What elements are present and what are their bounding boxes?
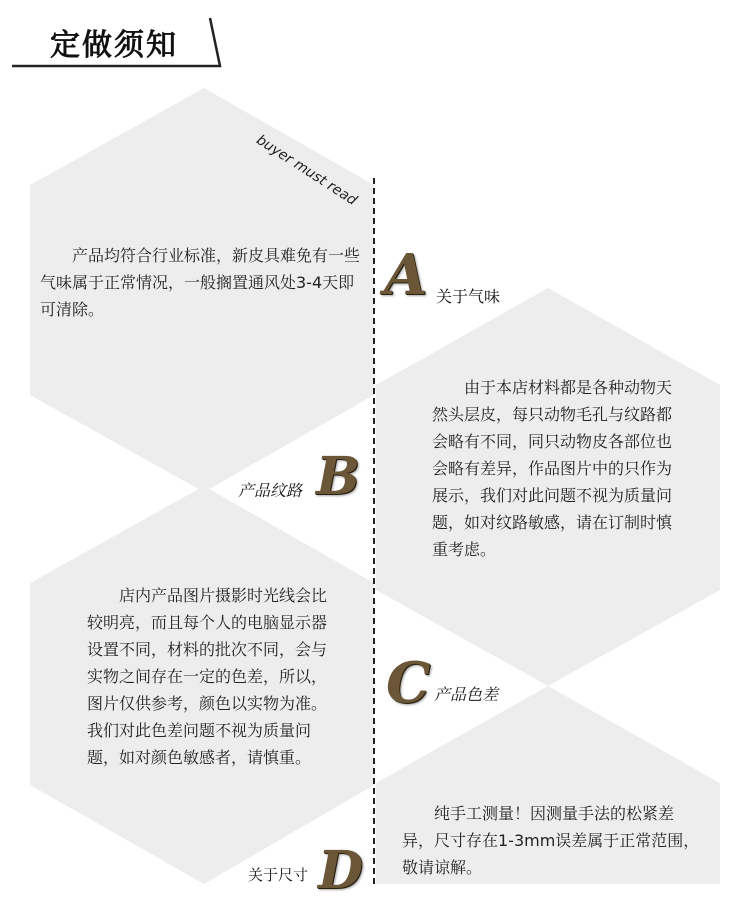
page-title: 定做须知 <box>50 28 178 63</box>
dashed-divider <box>373 178 375 884</box>
subtitle: buyer must read <box>253 132 360 209</box>
section-c-label: 产品色差 <box>434 685 499 704</box>
section-c-text: 店内产品图片摄影时光线会比较明亮，而且每个人的电脑显示器设置不同，材料的批次不同，会与实物之间存在一定的色差，所以，图片仅供参考，颜色以实物为准。我们对此色差问题不视为质量问题，如对颜色敏感者，请慎重。 <box>87 586 328 767</box>
section-a-text: 产品均符合行业标准，新皮具难免有一些气味属于正常情况，一般搁置通风处3-4天即可清除。 <box>40 246 361 319</box>
section-b-label: 产品纹路 <box>238 481 303 500</box>
section-d-letter: D <box>318 840 364 901</box>
section-a-label: 关于气味 <box>436 287 501 306</box>
section-b-text: 由于本店材料都是各种动物天然头层皮，每只动物毛孔与纹路都会略有不同，同只动物皮各部位也会略有差异，作品图片中的只作为展示，我们对此问题不视为质量问题，如对纹路敏感，请在订制时慎重考虑。 <box>432 378 673 559</box>
section-d-text: 纯手工测量！因测量手法的松紧差异，尺寸存在1-3mm误差属于正常范围，敬请谅解。 <box>402 804 700 877</box>
section-d-label: 关于尺寸 <box>248 866 309 884</box>
section-a-letter: A <box>384 242 428 308</box>
section-b-letter: B <box>316 446 360 507</box>
section-c-letter: C <box>386 650 431 716</box>
